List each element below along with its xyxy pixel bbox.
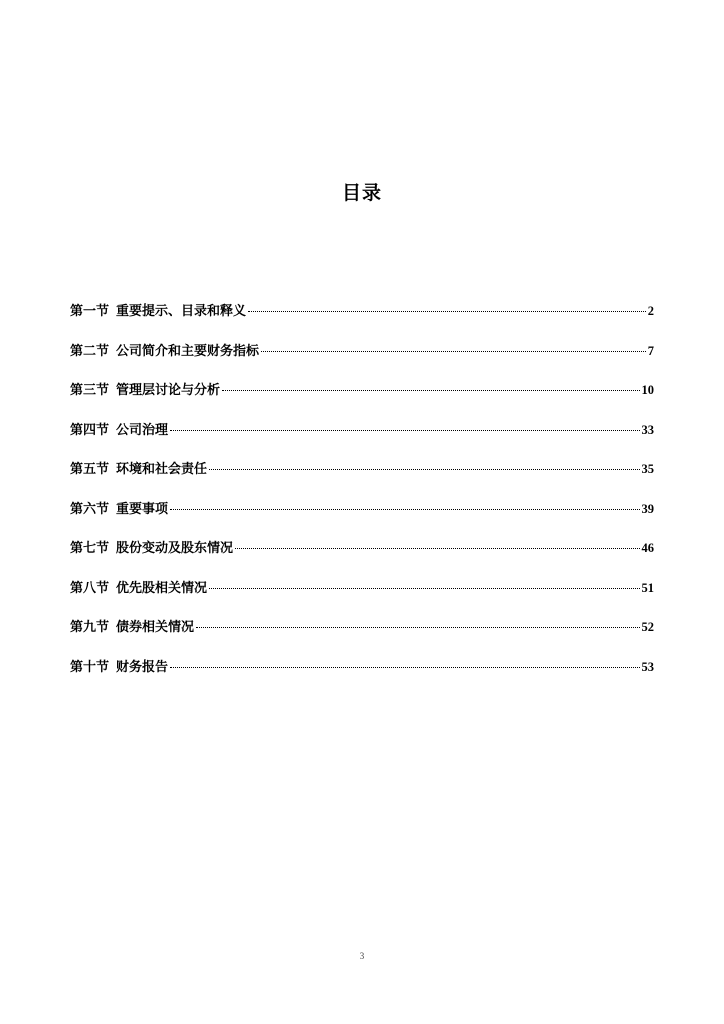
toc-entry-3[interactable] bbox=[70, 379, 654, 419]
toc-entry-4[interactable] bbox=[70, 419, 654, 459]
toc-section-label: 第八节 bbox=[70, 580, 110, 596]
toc-section-label: 第五节 bbox=[70, 462, 110, 477]
toc-entry-7[interactable] bbox=[70, 537, 654, 577]
dot-leader bbox=[170, 509, 639, 510]
toc-entry-5[interactable] bbox=[70, 458, 654, 498]
toc-entry-6[interactable] bbox=[70, 498, 654, 538]
table-of-contents bbox=[70, 300, 654, 695]
toc-section-label: 第六节 bbox=[70, 501, 110, 517]
dot-leader bbox=[209, 588, 639, 589]
toc-section-label: 第三节 bbox=[70, 383, 110, 398]
page-number: 3 bbox=[359, 951, 365, 961]
toc-section-label: 第七节 bbox=[70, 541, 110, 556]
dot-leader bbox=[170, 430, 639, 431]
dot-leader bbox=[170, 667, 639, 668]
toc-page-number: 2 bbox=[647, 304, 654, 318]
toc-page-number: 10 bbox=[641, 383, 654, 397]
toc-entry-title: 环境和社会责任 bbox=[116, 462, 208, 477]
toc-entry-title: 重要事项 bbox=[116, 501, 169, 517]
dot-leader bbox=[196, 627, 639, 628]
toc-entry-title: 优先股相关情况 bbox=[116, 580, 208, 596]
page-title: 目录 bbox=[341, 182, 382, 204]
toc-page-number: 51 bbox=[641, 580, 654, 595]
toc-section-label: 第二节 bbox=[70, 343, 110, 359]
toc-page-number: 7 bbox=[647, 343, 654, 358]
toc-page-number: 35 bbox=[641, 462, 654, 476]
toc-entry-9[interactable] bbox=[70, 616, 654, 656]
toc-section-label: 第一节 bbox=[70, 304, 110, 319]
dot-leader bbox=[261, 351, 646, 352]
toc-section-label: 第四节 bbox=[70, 422, 110, 438]
toc-entry-title: 财务报告 bbox=[116, 659, 169, 675]
toc-page-number: 39 bbox=[641, 501, 654, 516]
dot-leader bbox=[209, 469, 639, 470]
toc-entry-10[interactable] bbox=[70, 656, 654, 696]
dot-leader bbox=[248, 311, 646, 312]
toc-entry-title: 股份变动及股东情况 bbox=[116, 541, 234, 556]
toc-entry-title: 公司简介和主要财务指标 bbox=[116, 343, 260, 359]
toc-entry-title: 管理层讨论与分析 bbox=[116, 383, 221, 398]
toc-section-label: 第十节 bbox=[70, 659, 110, 675]
dot-leader bbox=[222, 390, 639, 391]
toc-entry-8[interactable] bbox=[70, 577, 654, 617]
toc-entry-title: 债券相关情况 bbox=[116, 620, 195, 635]
toc-page-number: 53 bbox=[641, 659, 654, 674]
toc-entry-title: 重要提示、目录和释义 bbox=[116, 304, 247, 319]
toc-entry-2[interactable] bbox=[70, 340, 654, 380]
toc-entry-title: 公司治理 bbox=[116, 422, 169, 438]
toc-page-number: 52 bbox=[641, 620, 654, 634]
toc-section-label: 第九节 bbox=[70, 620, 110, 635]
dot-leader bbox=[235, 548, 639, 549]
toc-page-number: 46 bbox=[641, 541, 654, 555]
toc-entry-1[interactable] bbox=[70, 300, 654, 340]
toc-page-number: 33 bbox=[641, 422, 654, 437]
